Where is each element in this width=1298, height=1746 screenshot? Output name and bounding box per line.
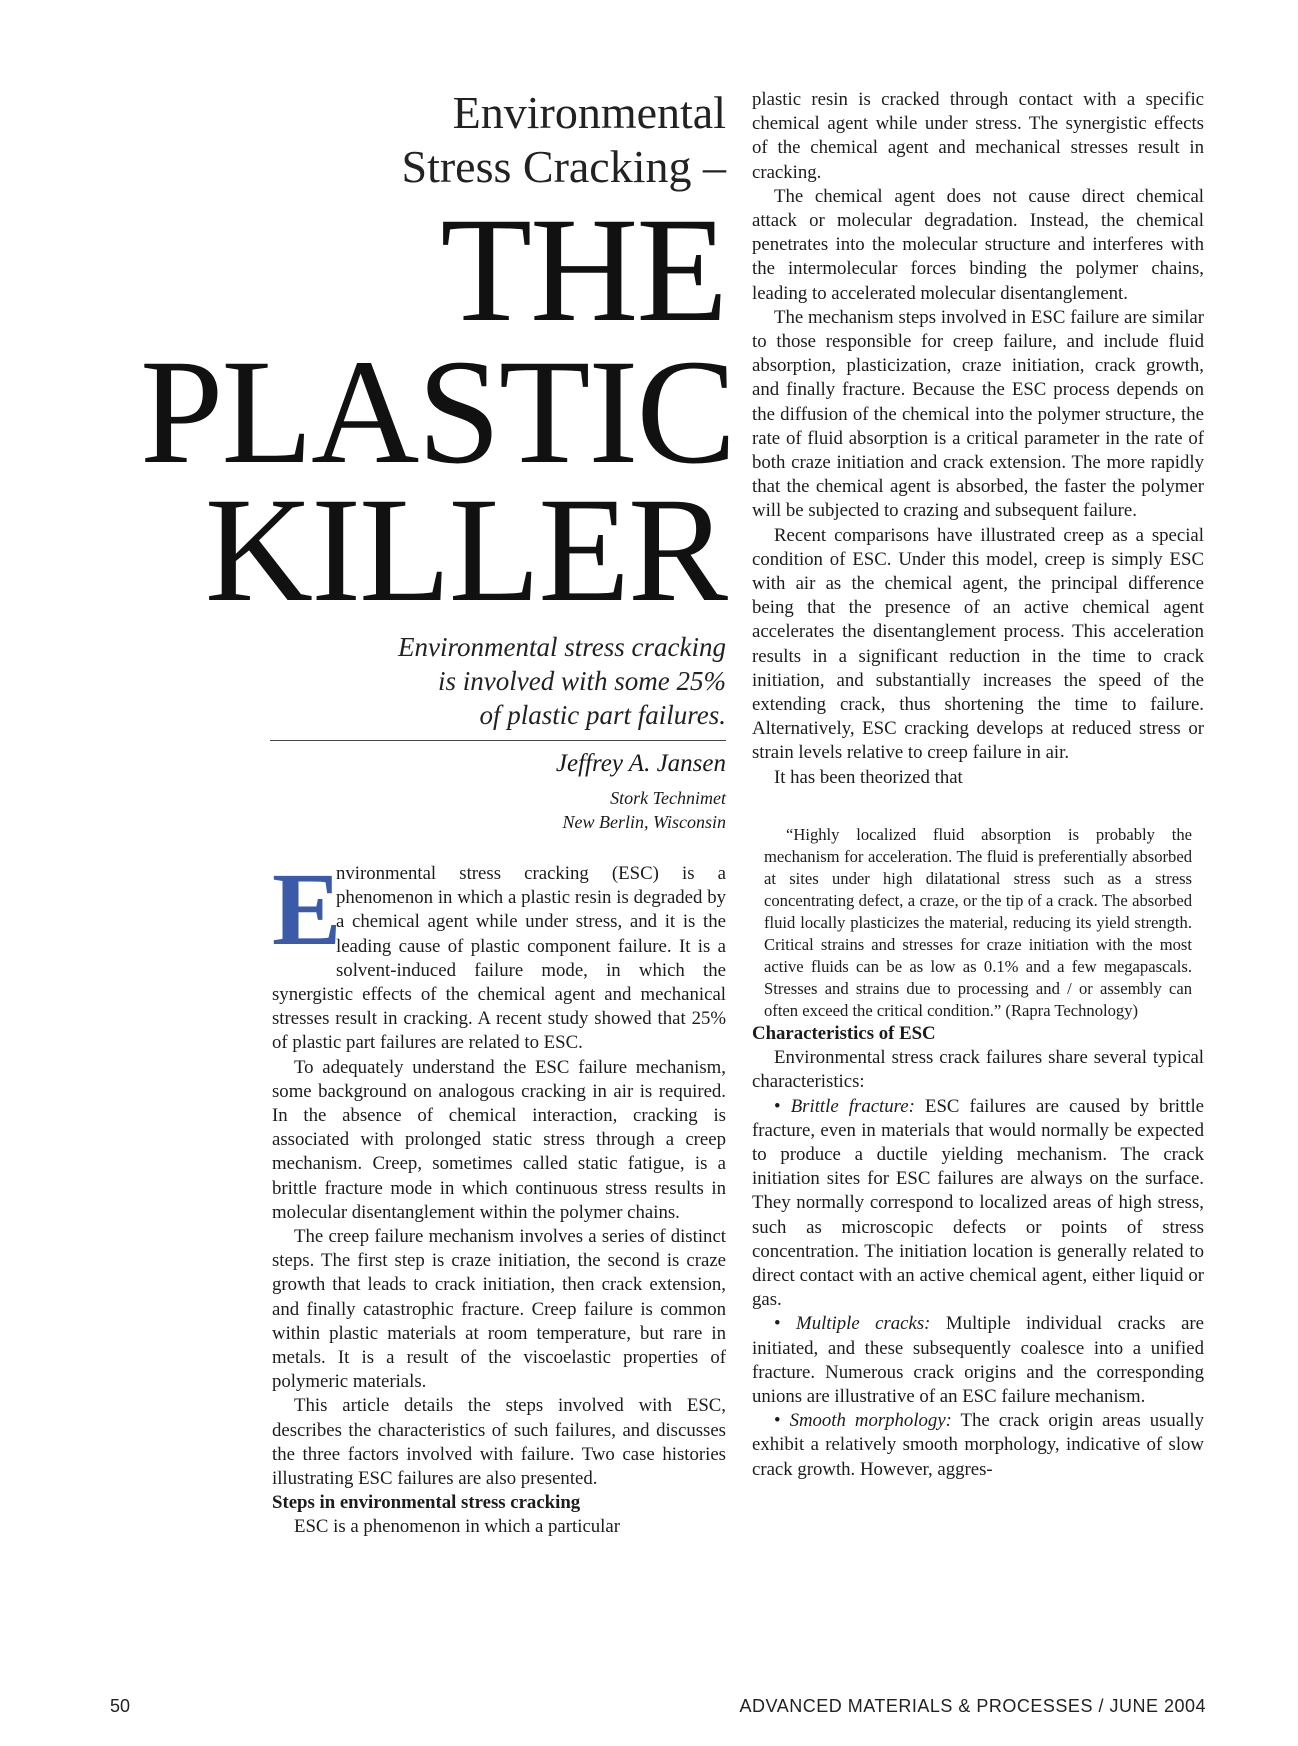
left-text-column (272, 852, 726, 1540)
page-number: 50 (110, 1696, 131, 1716)
author-location: New Berlin, Wisconsin (562, 812, 726, 832)
deck-line-2: is involved with some 25% (438, 666, 726, 696)
body-paragraph: This article details the steps involved with ESC, describes the characteristics of such failures, and discusses the three factors involved with failure. Two case histories illustrating ESC failures are also presented. (272, 1395, 726, 1490)
body-paragraph: The creep failure mechanism involves a series of distinct steps. The first step is craze initiation, the second is craze growth that leads to crack initiation, then crack extension, and finally catastrophic fracture. Creep failure is common within plastic materials at room temperature, but rare in metals. It is a result of the viscoelastic properties of polymeric materials. (272, 1226, 726, 1393)
block-quote (764, 824, 1192, 1022)
body-paragraph: Environmental stress crack failures share several typical characteristics: (752, 1047, 1204, 1093)
body-paragraph: ESC is a phenomenon in which a particular (294, 1516, 620, 1538)
bullet-multiple-cracks: • Multiple cracks: Multiple individual cracks are initiated, and these subsequently coalesce into a unified fracture. Numerous crack origins and the corresponding unions are illustrative of an ESC failure mechanism. (752, 1313, 1205, 1407)
bullet-label: Brittle fracture: (790, 1095, 915, 1117)
body-paragraph: To adequately understand the ESC failure mechanism, some background on analogous cracking in air is required. In the absence of chemical interaction, cracking is associated with prolonged static stress through a creep mechanism. Creep, sometimes called static fatigue, is a brittle fracture mode in which continuous stress results in molecular disentanglement within the polymer chains. (272, 1056, 726, 1223)
bullet-brittle-fracture: • Brittle fracture: ESC failures are caused by brittle fracture, even in materials that would normally be expected to produce a ductile yielding mechanism. The crack initiation sites for ESC failures are always on the surface. They normally correspond to localized areas of high stress, such as microscopic defects or points of stress concentration. The initiation location is generally related to direct contact with an active chemical agent, either liquid or gas. (752, 1095, 1204, 1311)
body-paragraph: The chemical agent does not cause direct chemical attack or molecular degradation. Instead, the chemical penetrates into the molecular structure and interferes with the intermolecular forces binding the polymer chains, leading to accelerated molecular disentanglement. (752, 185, 1204, 304)
headline-line-2: PLASTIC (140, 329, 735, 495)
quote-text: “Highly localized fluid absorption is probably the mechanism for acceleration. The fluid is preferentially absorbed at sites under high dilatational stress such as a stress concentrating defect, a craze, or the tip of a crack. The absorbed fluid locally plasticizes the material, reducing its yield strength. Critical strains and stresses for craze initiation with the most active fluids can be as low as 0.1% and a few megapascals. Stresses and strains due to processing and / or assembly can often exceed the critical condition.” (Rapra Technology) (764, 824, 1192, 1020)
deck-line-3: of plastic part failures. (479, 700, 726, 730)
bullet-smooth-morphology: • Smooth morphology: The crack origin areas usually exhibit a relatively smooth morphology, indicative of slow crack growth. However, aggres- (752, 1410, 1204, 1480)
body-paragraph: plastic resin is cracked through contact with a specific chemical agent while under stress. The synergistic effects of the chemical agent and mechanical stresses result in cracking. (752, 89, 1204, 183)
author-affiliation: Stork Technimet (610, 788, 726, 808)
right-text-column (752, 88, 1204, 1482)
section-heading: Characteristics of ESC (752, 1022, 936, 1044)
body-paragraph: Recent comparisons have illustrated creep as a special condition of ESC. Under this model, creep is simply ESC with air as the chemical agent, the principal difference being that the presence of an active chemical agent accelerates the disentanglement process. This acceleration results in a significant reduction in the time to crack initiation, and substantially increases the speed of the extending crack, thus shortening the time to failure. Alternatively, ESC cracking develops at reduced stress or strain levels relative to creep failure in air. (752, 524, 1204, 764)
headline-line-1: THE (440, 187, 726, 353)
title-kicker-line-1: Environmental (452, 87, 726, 138)
body-paragraph: The mechanism steps involved in ESC failure are similar to those responsible for creep failure, and include fluid absorption, plasticization, craze initiation, crack growth, and finally fracture. Because the ESC process depends on the diffusion of the chemical into the polymer structure, the rate of fluid absorption is a critical parameter in the rate of both craze initiation and crack extension. The more rapidly that the chemical agent is absorbed, the faster the polymer will be subjected to crazing and subsequent failure. (752, 306, 1204, 522)
body-paragraph: It has been theorized that (774, 766, 963, 788)
deck-line-1: Environmental stress cracking (398, 632, 726, 662)
bullet-label: Smooth morphology: (789, 1410, 952, 1432)
bullet-text: ESC failures are caused by brittle fracture, even in materials that would normally be expected to produce a ductile yielding mechanism. The crack initiation sites for ESC failures are always on the surface. They normally correspond to localized areas of high stress, such as microscopic defects or points of stress concentration. The initiation location is generally related to direct contact with an active chemical agent, either liquid or gas. (752, 1095, 1204, 1311)
drop-cap: E (272, 852, 342, 967)
author-name: Jeffrey A. Jansen (555, 750, 726, 777)
bullet-text: The crack origin areas usually exhibit a relatively smooth morphology, indicative of slow crack growth. However, aggres- (752, 1410, 1204, 1480)
intro-paragraph (272, 852, 726, 1056)
headline-line-3: KILLER (204, 467, 726, 633)
byline-divider (270, 740, 726, 741)
bullet-text: Multiple individual cracks are initiated, and these subsequently coalesce into a unified fracture. Numerous crack origins and the corresponding unions are illustrative of an ESC failure mechanism. (752, 1313, 1205, 1407)
section-heading: Steps in environmental stress cracking (272, 1492, 581, 1514)
title-kicker-line-2: Stress Cracking – (401, 141, 726, 192)
journal-footer: ADVANCED MATERIALS & PROCESSES / JUNE 2004 (739, 1696, 1206, 1716)
intro-text: nvironmental stress cracking (ESC) is a phenomenon in which a plastic resin is degraded by a chemical agent while under stress, and it is the leading cause of plastic component failure. It is a solvent-induced failure mode, in which the synergistic effects of the chemical agent and mechanical stresses result in cracking. A recent study showed that 25% of plastic part failures are related to ESC. (272, 863, 726, 1054)
bullet-label: Multiple cracks: (796, 1313, 931, 1335)
